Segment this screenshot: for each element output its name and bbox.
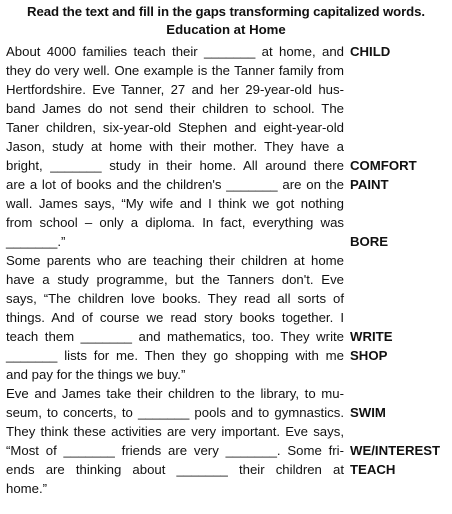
passage-line: Some parents who are teaching their children at home bbox=[6, 253, 344, 268]
keyword-swim: SWIM bbox=[350, 405, 386, 420]
passage-line: “Most of _______ friends are very _______. Some fri- bbox=[6, 443, 344, 458]
passage-line: band James do not send their children to school. The bbox=[6, 101, 344, 116]
keyword-bore: BORE bbox=[350, 234, 389, 249]
passage-line: bright, _______ study in their home. All around there bbox=[6, 158, 344, 173]
passage-line: have a study programme, but the Tanners don't. Eve bbox=[6, 272, 344, 287]
passage-line: says, “The children love books. They read all sorts of bbox=[6, 291, 344, 306]
passage-line: things. And of course we read story books together. I bbox=[6, 310, 344, 325]
passage-line: They think these activities are very important. Eve says, bbox=[6, 424, 344, 439]
keyword-paint: PAINT bbox=[350, 177, 389, 192]
passage-line: Taner children, six-year-old Stephen and eight-year-old bbox=[6, 120, 344, 135]
passage-line: wall. James says, “My wife and I think we got nothing bbox=[6, 196, 344, 211]
passage-line: are a lot of books and the children's _______ are on the bbox=[6, 177, 344, 192]
instruction-text: Read the text and fill in the gaps transforming capitalized words. bbox=[27, 4, 425, 19]
keyword-comfort: COMFORT bbox=[350, 158, 417, 173]
passage-line: seum, to concerts, to _______ pools and to gymnastics. bbox=[6, 405, 344, 420]
passage-line: ends are thinking about _______ their children at bbox=[6, 462, 344, 477]
keyword-child: CHILD bbox=[350, 44, 391, 59]
keyword-shop: SHOP bbox=[350, 348, 388, 363]
passage-line: teach them _______ and mathematics, too. They write bbox=[6, 329, 344, 344]
passage-line: Jason, study at home with their mother. They have a bbox=[6, 139, 344, 154]
passage-line: _______ lists for me. Then they go shopping with me bbox=[6, 348, 344, 363]
passage-line: they do very well. One example is the Tanner family from bbox=[6, 63, 344, 78]
text-title: Education at Home bbox=[166, 22, 286, 37]
passage-line: About 4000 families teach their _______ at home, and bbox=[6, 44, 344, 59]
passage-line: and pay for the things we buy.” bbox=[6, 367, 186, 382]
passage-line: _______.” bbox=[6, 234, 66, 249]
keyword-write: WRITE bbox=[350, 329, 393, 344]
passage-line: from school – only a diploma. In fact, everything was bbox=[6, 215, 344, 230]
passage-line: home.” bbox=[6, 481, 48, 496]
keyword-teach: TEACH bbox=[350, 462, 396, 477]
passage-line: Hertfordshire. Eve Tanner, 27 and her 29-year-old hus- bbox=[6, 82, 344, 97]
passage-line: Eve and James take their children to the library, to mu- bbox=[6, 386, 344, 401]
keyword-we-interest: WE/INTEREST bbox=[350, 443, 441, 458]
